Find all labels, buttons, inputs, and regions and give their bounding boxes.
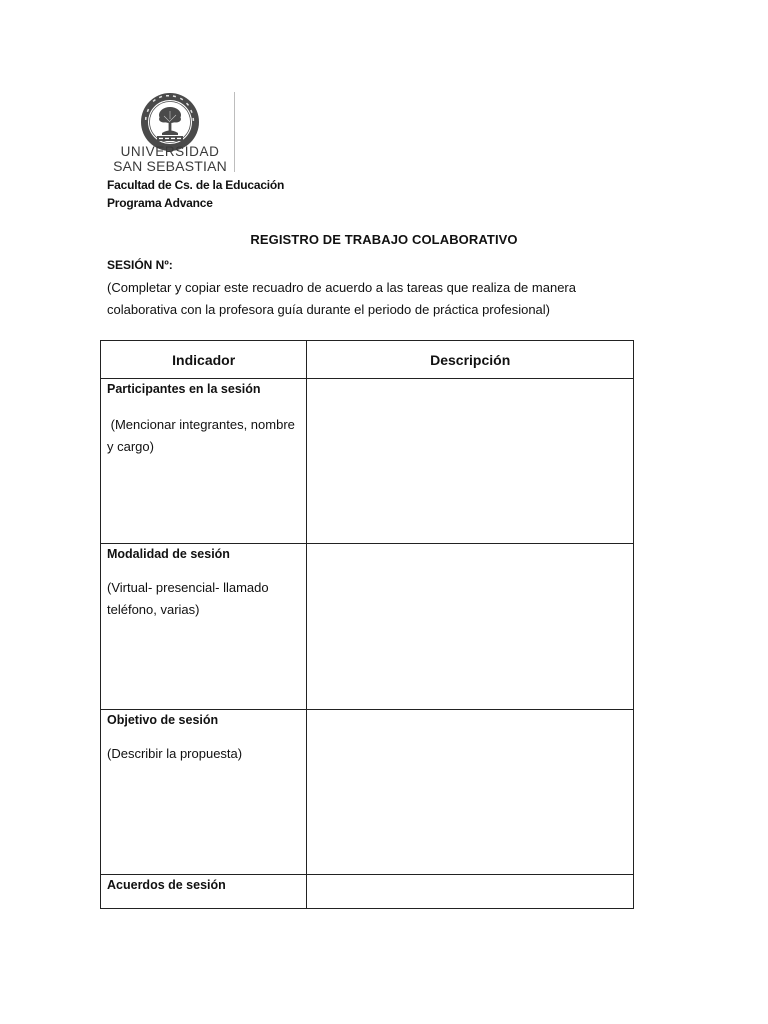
indicator-note: (Mencionar integrantes, nombre y cargo) <box>107 417 299 455</box>
indicator-cell <box>101 874 307 908</box>
table-row <box>101 379 634 544</box>
indicator-title: Acuerdos de sesión <box>107 877 226 892</box>
indicator-title: Modalidad de sesión <box>107 547 230 562</box>
indicator-note: (Describir la propuesta) <box>107 745 243 761</box>
description-cell[interactable] <box>307 379 634 544</box>
indicator-cell <box>101 544 307 709</box>
collaborative-work-table <box>100 340 634 909</box>
description-cell[interactable] <box>307 709 634 874</box>
indicator-cell <box>101 379 307 544</box>
description-cell[interactable] <box>307 874 634 908</box>
session-number-label: SESIÓN Nº: <box>107 258 173 272</box>
instructions-text: (Completar y copiar este recuadro de acuerdo a las tareas que realiza de manera colaborativa con la profesora guía durante el periodo de práctica profesional) <box>107 280 576 317</box>
table-header-row <box>101 341 634 379</box>
table-row <box>101 709 634 874</box>
university-seal-icon <box>140 92 200 152</box>
program-name: Programa Advance <box>107 196 213 210</box>
university-name-line2: SAN SEBASTIAN <box>113 158 227 174</box>
indicator-title: Participantes en la sesión <box>107 382 261 397</box>
table-row <box>101 874 634 908</box>
faculty-name: Facultad de Cs. de la Educación <box>107 178 285 192</box>
faculty-block <box>107 176 284 212</box>
column-header-description: Descripción <box>307 341 634 379</box>
indicator-note: (Virtual- presencial- llamado teléfono, varias) <box>107 580 269 618</box>
table-row <box>101 544 634 709</box>
university-name-line1: UNIVERSIDAD <box>120 144 220 159</box>
indicator-title: Objetivo de sesión <box>107 712 219 727</box>
description-cell[interactable] <box>307 544 634 709</box>
university-logo <box>106 90 238 176</box>
document-title: REGISTRO DE TRABAJO COLABORATIVO <box>250 232 518 247</box>
logo-divider <box>234 92 235 172</box>
column-header-indicator: Indicador <box>101 341 307 379</box>
indicator-cell <box>101 709 307 874</box>
